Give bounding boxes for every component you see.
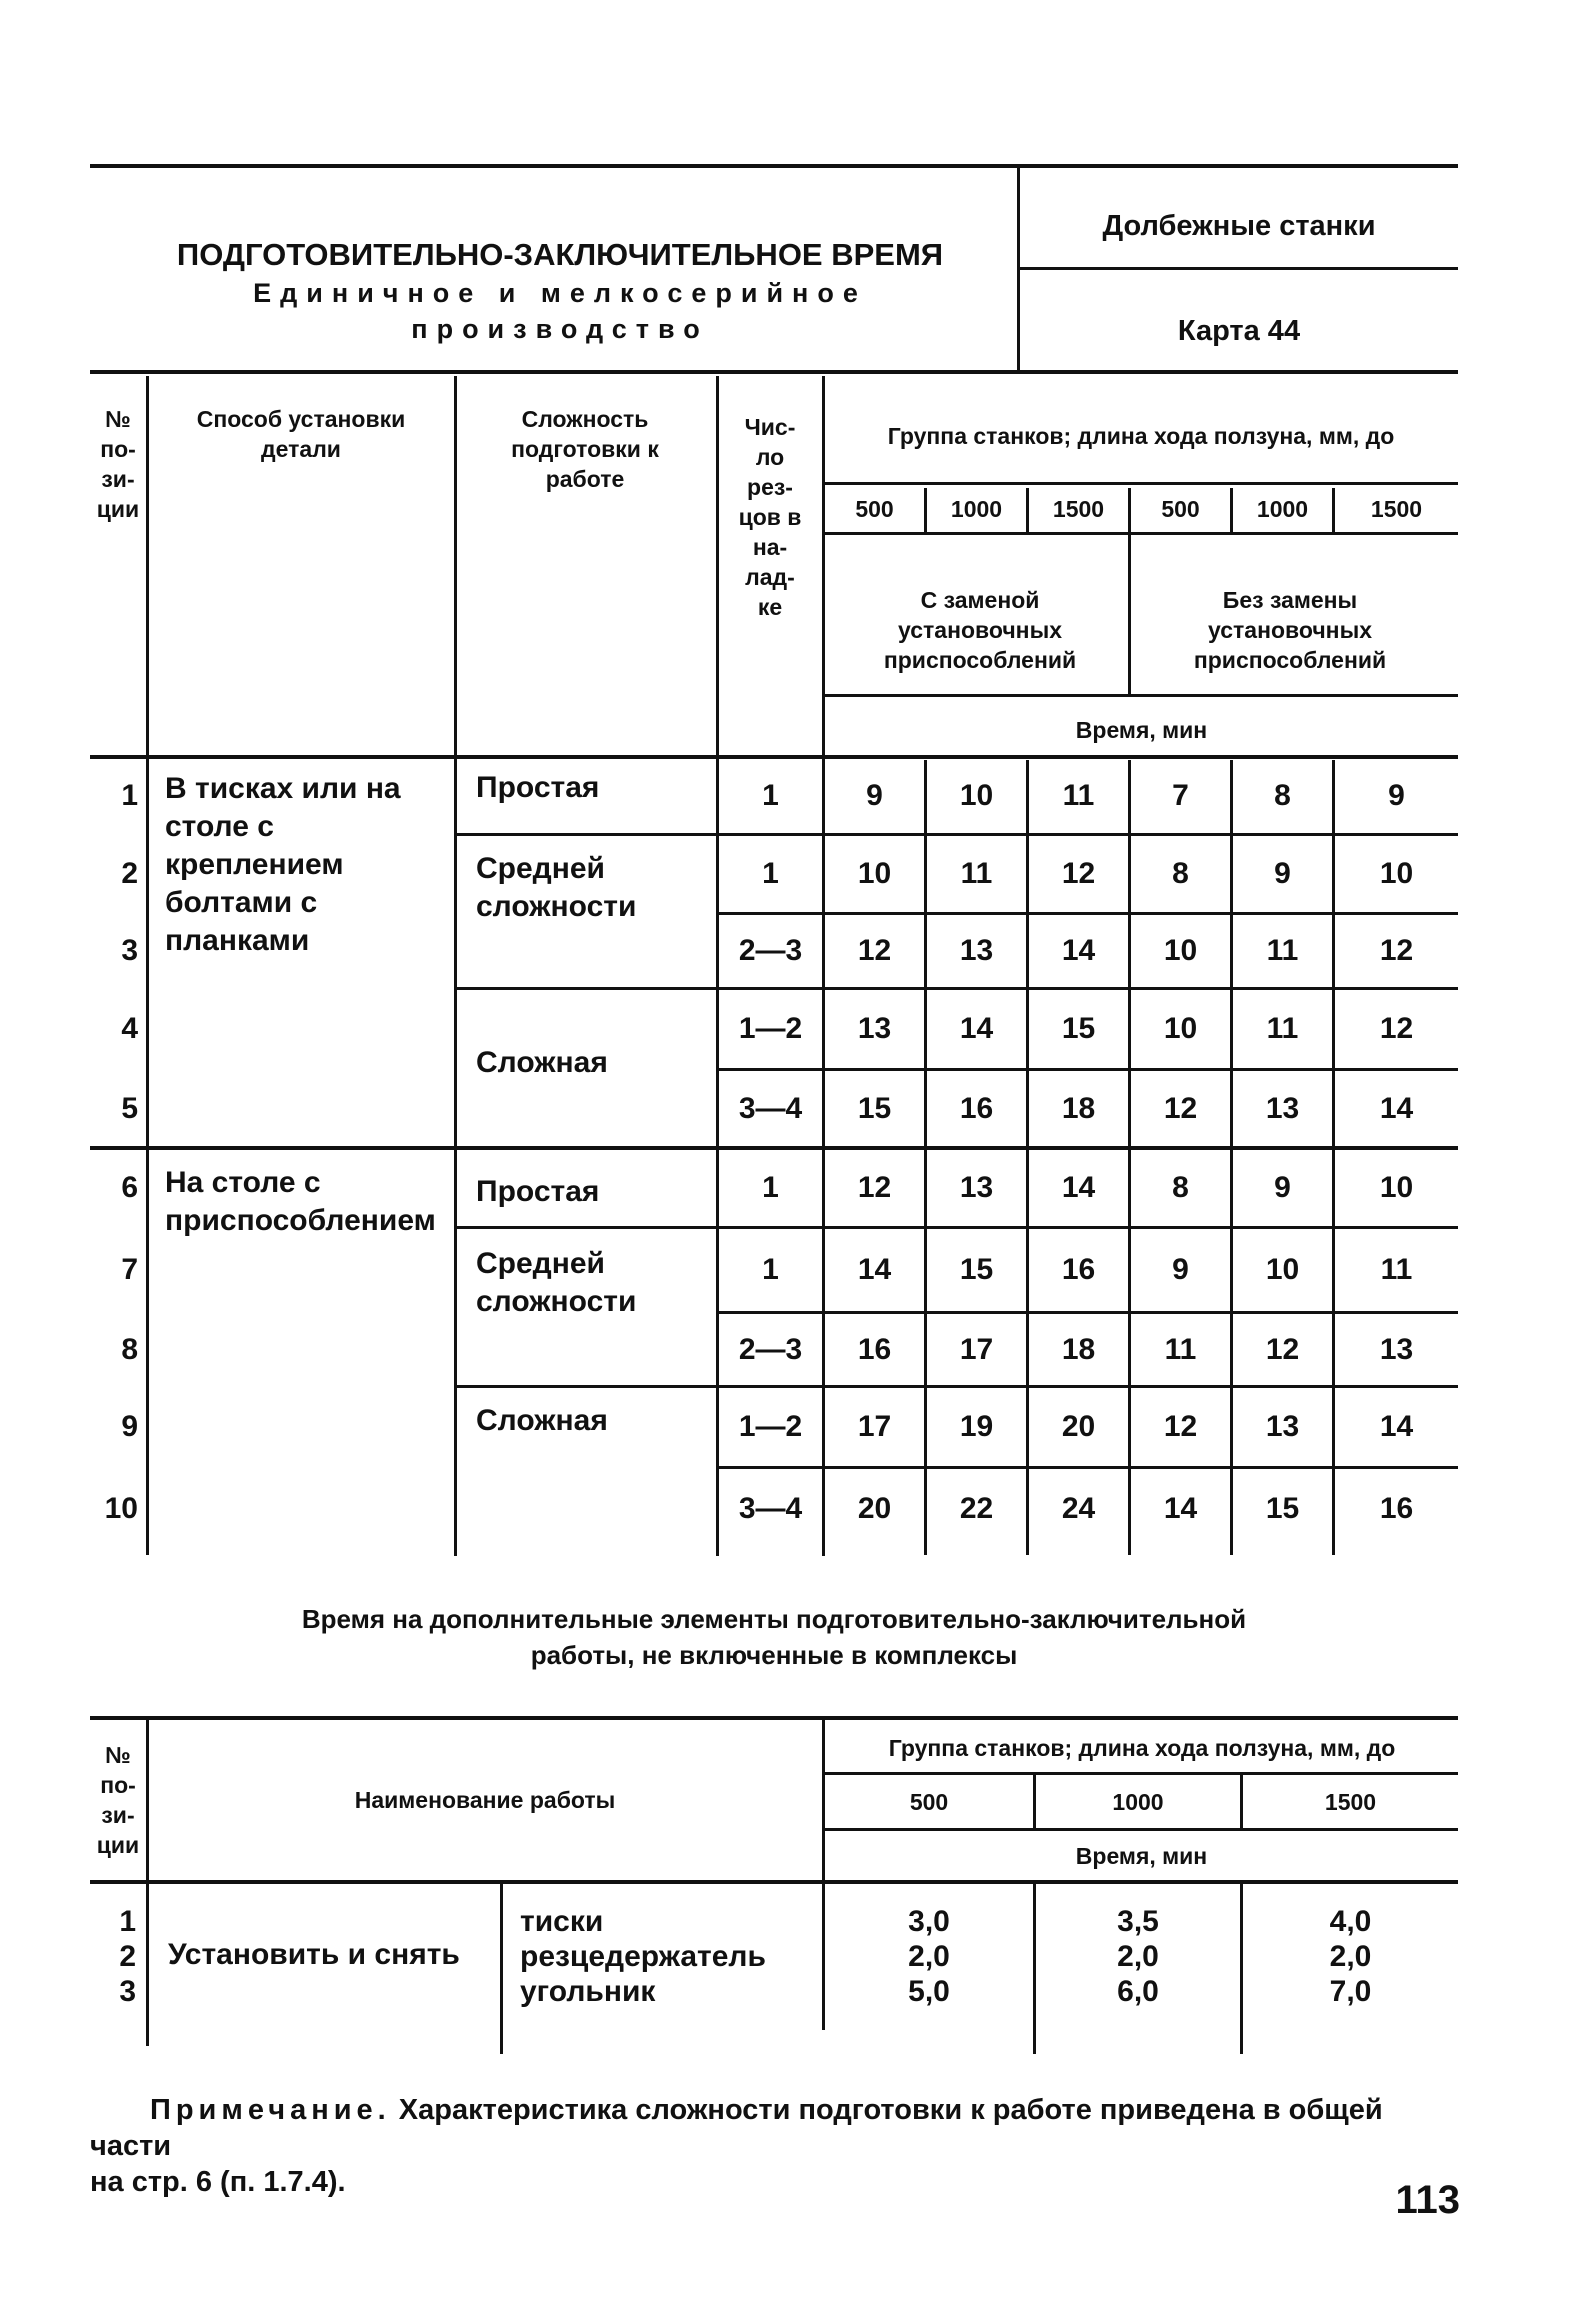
time-value-cell: 12 [1061, 857, 1096, 890]
row-position: 1 [121, 779, 138, 812]
time-value-cell: 14 [1163, 1492, 1198, 1525]
time-value-cell: 9 [1388, 779, 1405, 812]
row-cutters: 1 [762, 1171, 779, 1204]
row-cutters: 3—4 [738, 1091, 803, 1125]
time-value-cell: 24 [1061, 1492, 1096, 1525]
row-cutters: 1 [762, 779, 779, 812]
time-value-cell: 11 [1266, 934, 1299, 967]
t2-time-value-cell: 2,0 [1117, 1940, 1159, 1973]
time-value-cell: 11 [960, 857, 993, 890]
time-value-cell: 10 [959, 779, 994, 812]
t2-time-value-cell: 6,0 [1117, 1975, 1159, 2008]
time-value-cell: 12 [857, 1171, 892, 1204]
time-value-cell: 11 [1380, 1253, 1413, 1286]
time-value-cell: 20 [1061, 1410, 1096, 1443]
footnote-text-2: на стр. 6 (п. 1.7.4). [90, 2166, 346, 2198]
complexity-cell: Средней сложности [476, 852, 637, 923]
time-value-cell: 7 [1172, 779, 1189, 812]
footnote-text: Характеристика сложности подготовки к работе приведена в общей части [90, 2094, 1383, 2162]
section2-title-line1: Время на дополнительные элементы подготовительно-заключительной [301, 1604, 1247, 1634]
row-position: 8 [121, 1332, 138, 1366]
col-complexity-header: Сложность подготовки к работе [511, 406, 659, 492]
time-value-cell: 12 [857, 934, 892, 967]
time-value-cell: 12 [1163, 1410, 1198, 1443]
row-cutters: 1—2 [738, 1012, 803, 1045]
time-value-cell: 9 [1172, 1253, 1189, 1286]
page-number: 113 [1395, 2178, 1460, 2222]
time-value-cell: 11 [1062, 779, 1095, 812]
complexity-cell: Простая [476, 1175, 600, 1208]
time-value-cell: 16 [1379, 1492, 1414, 1525]
t2-col-name-header: Наименование работы [354, 1787, 616, 1813]
time-value-cell: 9 [866, 779, 883, 812]
row-position: 6 [121, 1171, 138, 1204]
time-value-cell: 13 [959, 1171, 994, 1204]
time-value-cell: 17 [857, 1410, 892, 1443]
footnote-label: Примечание. [150, 2094, 391, 2126]
t2-row-position: 3 [119, 1975, 136, 2008]
section2-title-line2: работы, не включенные в комплексы [530, 1640, 1018, 1670]
machine-type: Долбежные станки [1102, 210, 1376, 242]
page-title: ПОДГОТОВИТЕЛЬНО-ЗАКЛЮЧИТЕЛЬНОЕ ВРЕМЯ [176, 237, 944, 272]
time-value-cell: 10 [1163, 1012, 1198, 1045]
card-number: Карта 44 [1177, 315, 1301, 347]
col-cutters-header: Чис- ло рез- цов в на- лад- ке [738, 414, 802, 620]
complexity-cell: Сложная [476, 1404, 608, 1437]
time-value-cell: 14 [1379, 1091, 1414, 1125]
t2-time-value-cell: 7,0 [1329, 1975, 1372, 2008]
time-value-cell: 8 [1274, 779, 1291, 812]
method-cell: В тисках или на столе с креплением болтами с планками [165, 772, 401, 957]
row-position: 7 [121, 1253, 138, 1286]
time-value-cell: 15 [1265, 1492, 1300, 1525]
t2-stroke-size-cell: 500 [909, 1789, 949, 1815]
time-value-cell: 8 [1172, 857, 1189, 890]
row-cutters: 1 [762, 1253, 779, 1286]
row-cutters: 1 [762, 857, 779, 890]
t2-row-item: резцедержатель [520, 1940, 766, 1973]
col-position-header: № по- зи- ции [96, 406, 140, 522]
time-value-cell: 16 [857, 1332, 892, 1366]
time-value-cell: 9 [1274, 1171, 1291, 1204]
stroke-size-cell: 500 [855, 496, 894, 522]
time-value-cell: 13 [1265, 1410, 1300, 1443]
time-value-cell: 11 [1266, 1012, 1299, 1045]
time-value-cell: 19 [959, 1410, 994, 1443]
row-cutters: 2—3 [738, 1332, 803, 1366]
t2-time-value-cell: 2,0 [908, 1940, 950, 1973]
page-subtitle-line2: производство [411, 314, 709, 344]
time-value-cell: 10 [1379, 1171, 1414, 1204]
footnote [90, 2092, 1458, 2200]
t2-row-position: 1 [119, 1905, 136, 1938]
time-value-cell: 10 [1379, 857, 1414, 890]
col-method-header: Способ установки детали [196, 406, 406, 462]
time-value-cell: 18 [1061, 1332, 1096, 1366]
time-value-cell: 15 [959, 1253, 994, 1286]
time-value-cell: 20 [857, 1492, 892, 1525]
time-value-cell: 8 [1172, 1171, 1189, 1204]
stroke-size-cell: 500 [1161, 496, 1200, 522]
row-position: 10 [104, 1492, 138, 1525]
time-value-cell: 18 [1061, 1091, 1096, 1125]
time-unit-label: Время, мин [1075, 717, 1208, 743]
page-subtitle-line1: Единичное и мелкосерийное [253, 278, 867, 308]
row-cutters: 2—3 [738, 934, 803, 967]
time-value-cell: 12 [1163, 1091, 1198, 1125]
t2-time-value-cell: 5,0 [908, 1975, 950, 2008]
t2-stroke-size-cell: 1500 [1324, 1789, 1377, 1815]
time-value-cell: 16 [1061, 1253, 1096, 1286]
t2-time-value-cell: 4,0 [1329, 1905, 1372, 1938]
row-cutters: 3—4 [738, 1492, 803, 1525]
t2-machine-group-header: Группа станков; длина хода ползуна, мм, до [888, 1735, 1396, 1761]
t2-row-position: 2 [119, 1940, 136, 1973]
time-value-cell: 16 [959, 1091, 994, 1125]
row-cutters: 1—2 [738, 1410, 803, 1443]
t2-row-item: тиски [520, 1905, 604, 1938]
time-value-cell: 9 [1274, 857, 1291, 890]
t2-action-cell: Установить и снять [168, 1938, 460, 1971]
complexity-cell: Сложная [476, 1046, 608, 1079]
t2-time-value-cell: 2,0 [1329, 1940, 1372, 1973]
time-value-cell: 22 [959, 1492, 994, 1525]
without-fixture-change-header: Без замены установочных приспособлений [1193, 587, 1387, 673]
t2-time-value-cell: 3,5 [1117, 1905, 1159, 1938]
time-value-cell: 13 [857, 1012, 892, 1045]
time-value-cell: 14 [1379, 1410, 1414, 1443]
time-value-cell: 13 [1379, 1332, 1414, 1366]
method-cell: На столе с приспособлением [165, 1166, 436, 1237]
time-value-cell: 15 [1061, 1012, 1096, 1045]
time-value-cell: 12 [1379, 1012, 1414, 1045]
row-position: 2 [121, 857, 138, 890]
t2-col-position-header: № по- зи- ции [96, 1742, 140, 1858]
t2-time-value-cell: 3,0 [908, 1905, 950, 1938]
time-value-cell: 10 [1265, 1253, 1300, 1286]
time-value-cell: 12 [1379, 934, 1414, 967]
time-value-cell: 14 [1061, 934, 1096, 967]
time-value-cell: 10 [1163, 934, 1198, 967]
t2-stroke-size-cell: 1000 [1112, 1789, 1164, 1815]
with-fixture-change-header: С заменой установочных приспособлений [883, 587, 1077, 673]
time-value-cell: 14 [1061, 1171, 1096, 1204]
time-value-cell: 12 [1265, 1332, 1300, 1366]
complexity-cell: Простая [476, 771, 600, 804]
time-value-cell: 15 [857, 1091, 892, 1125]
row-position: 5 [121, 1091, 138, 1125]
row-position: 4 [121, 1012, 138, 1045]
time-value-cell: 11 [1164, 1332, 1197, 1366]
time-value-cell: 13 [959, 934, 994, 967]
time-value-cell: 17 [959, 1332, 994, 1366]
t2-time-unit-label: Время, мин [1075, 1843, 1208, 1869]
complexity-cell: Средней сложности [476, 1247, 637, 1318]
row-position: 9 [121, 1410, 138, 1443]
machine-group-header: Группа станков; длина хода ползуна, мм, до [887, 423, 1395, 449]
stroke-size-cell: 1500 [1370, 496, 1423, 522]
stroke-size-cell: 1000 [1256, 496, 1309, 522]
time-value-cell: 14 [857, 1253, 892, 1286]
time-value-cell: 13 [1265, 1091, 1300, 1125]
time-value-cell: 14 [959, 1012, 994, 1045]
t2-row-item: угольник [520, 1975, 656, 2008]
stroke-size-cell: 1500 [1052, 496, 1105, 522]
row-position: 3 [121, 934, 138, 967]
time-value-cell: 10 [857, 857, 892, 890]
stroke-size-cell: 1000 [950, 496, 1003, 522]
